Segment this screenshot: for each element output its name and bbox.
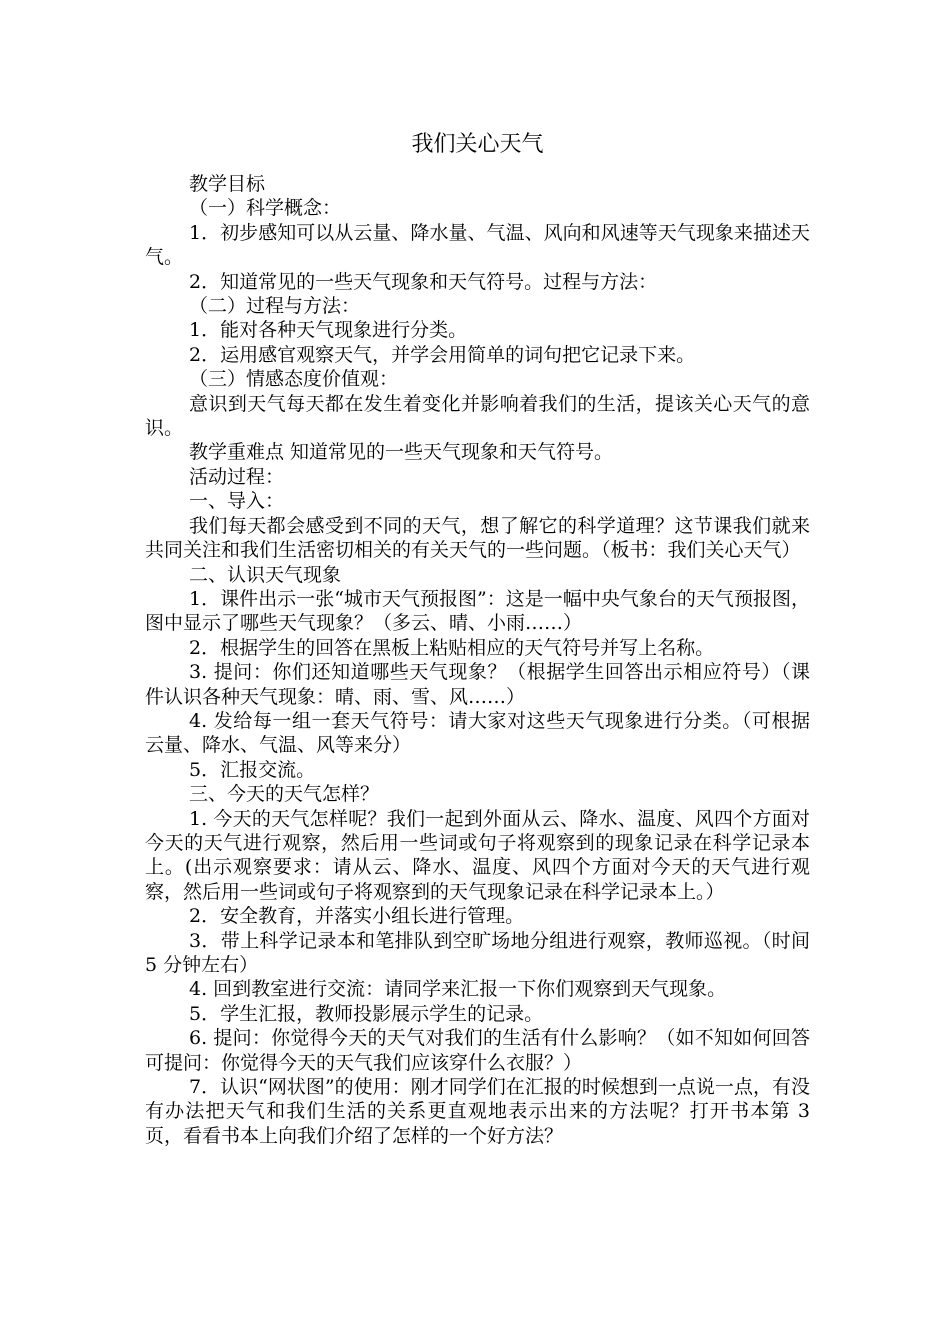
paragraph: 2．安全教育，并落实小组长进行管理。 (189, 905, 525, 928)
document-page (145, 130, 810, 1148)
paragraph: 3．带上科学记录本和笔排队到空旷场地分组进行观察，教师巡视。（时间 5 分钟左右） (145, 929, 810, 976)
paragraph: 1．能对各种天气现象进行分类。 (189, 319, 468, 342)
paragraph: 活动过程： (189, 465, 285, 488)
document-title: 我们关心天气 (411, 132, 544, 157)
paragraph: 4. 发给每一组一套天气符号：请大家对这些天气现象进行分类。（可根据云量、降水、气温、风等来分） (145, 709, 810, 757)
paragraph: 2．运用感官观察天气，并学会用简单的词句把它记录下来。 (189, 343, 696, 366)
paragraph: 2．知道常见的一些天气现象和天气符号。过程与方法： (189, 270, 658, 293)
paragraph: 4. 回到教室进行交流：请同学来汇报一下你们观察到天气现象。 (189, 978, 727, 1001)
paragraph: 1．课件出示一张“城市天气预报图”：这是一幅中央气象台的天气预报图，图中显示了哪些天气现象？（多云、晴、小雨……） (145, 587, 810, 635)
paragraph: 二、认识天气现象 (189, 563, 342, 586)
paragraph: 1. 今天的天气怎样呢？我们一起到外面从云、降水、温度、风四个方面对今天的天气进行观察，然后用一些词或句子将观察到的现象记录在科学记录本上。(出示观察要求：请从云、降水、温度、风四个方面对今天的天气进行观察，然后用一些词或句子将观察到的天气现象记录在科学记录本上。） (145, 807, 810, 903)
paragraph: 2．根据学生的回答在黑板上粘贴相应的天气符号并写上名称。 (189, 636, 715, 659)
paragraph: （三）情感态度价值观： (189, 368, 399, 391)
paragraph: 三、今天的天气怎样？ (189, 783, 380, 806)
paragraph: 教学目标 (189, 173, 266, 195)
paragraph: 5．学生汇报，教师投影展示学生的记录。 (189, 1002, 544, 1025)
paragraph: 6. 提问：你觉得今天的天气对我们的生活有什么影响？（如不知如何回答可提问：你觉得今天的天气我们应该穿什么衣服？） (145, 1027, 810, 1074)
paragraph: 我们每天都会感受到不同的天气，想了解它的科学道理？这节课我们就来共同关注和我们生活密切相关的有关天气的一些问题。（板书：我们关心天气） (145, 514, 810, 562)
paragraph: 5．汇报交流。 (189, 758, 316, 781)
paragraph: 一、导入： (189, 490, 285, 513)
paragraph: 1．初步感知可以从云量、降水量、气温、风向和风速等天气现象来描述天气。 (145, 221, 810, 269)
document-body (145, 172, 810, 1148)
paragraph: 意识到天气每天都在发生着变化并影响着我们的生活，提该关心天气的意识。 (145, 392, 810, 440)
paragraph: （一）科学概念： (189, 197, 342, 220)
paragraph: 7．认识“网状图”的使用：刚才同学们在汇报的时候想到一点说一点，有没有办法把天气和我们生活的关系更直观地表示出来的方法呢？打开书本第 3 页，看看书本上向我们介绍了怎样的一个好方法？ (145, 1076, 810, 1147)
paragraph: 教学重难点 知道常见的一些天气现象和天气符号。 (189, 441, 614, 464)
paragraph: （二）过程与方法： (189, 295, 361, 318)
paragraph: 3. 提问：你们还知道哪些天气现象？（根据学生回答出示相应符号）（课件认识各种天气现象：晴、雨、雪、风……） (145, 661, 810, 708)
